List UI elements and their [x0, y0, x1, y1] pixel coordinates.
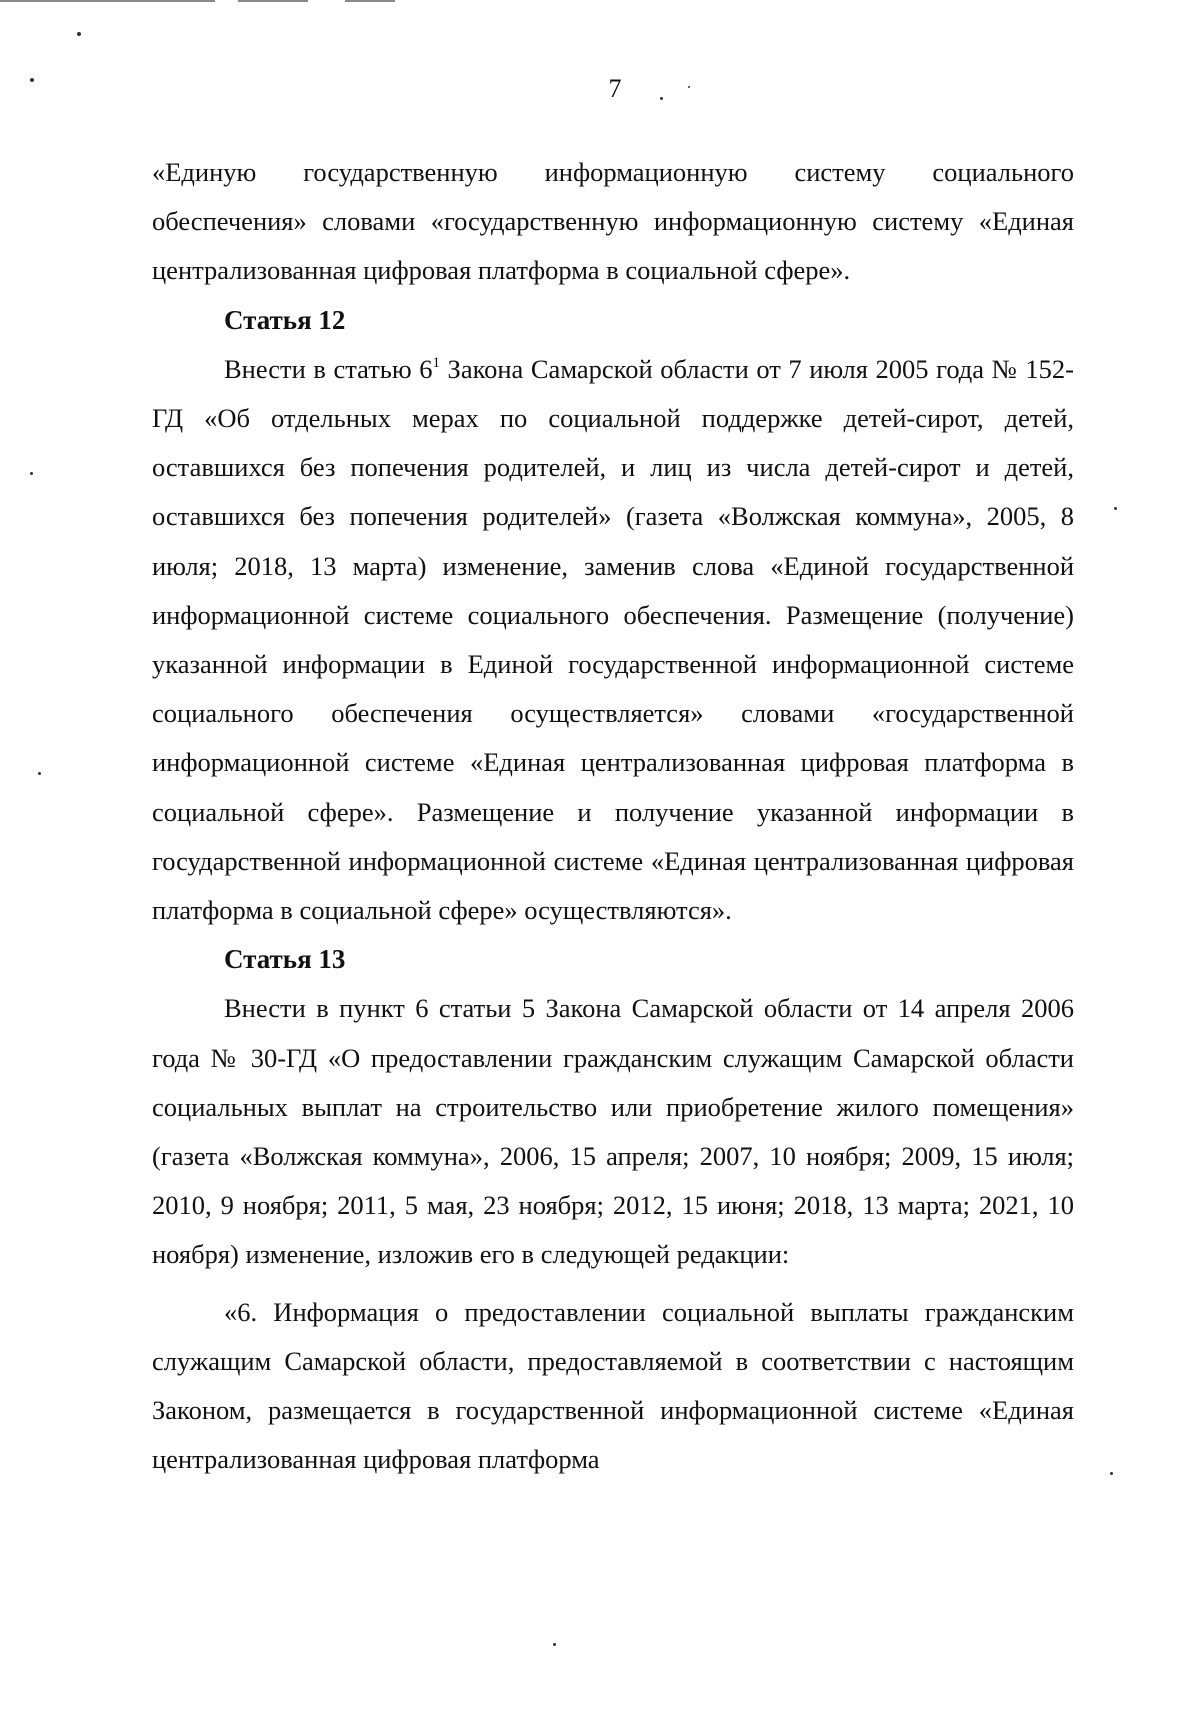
scan-speck	[1110, 1472, 1113, 1475]
document-body	[152, 148, 1074, 1484]
scan-speck	[77, 32, 81, 36]
scan-speck	[1114, 507, 1117, 510]
scan-speck	[553, 1643, 556, 1646]
article-12-paragraph	[152, 345, 1074, 935]
scan-edge-line	[345, 0, 395, 2]
article-13-heading: Статья 13	[224, 944, 346, 975]
page-number: 7	[608, 74, 622, 103]
scan-speck	[38, 772, 41, 775]
article-13-paragraph: Внести в пункт 6 статьи 5 Закона Самарской области от 14 апреля 2006 года № 30-ГД «О предоставлении гражданским служащим Самарской области социальных выплат на строительство или приобретение жилого помещения» (газета «Волжская коммуна», 2006, 15 апреля; 2007, 10 ноября; 2009, 15 июля; 2010, 9 ноября; 2011, 5 мая, 23 ноября; 2012, 15 июня; 2018, 13 марта; 2021, 10 ноября) изменение, изложив его в следующей редакции:	[152, 993, 1074, 1270]
article-12-heading: Статья 12	[224, 304, 346, 335]
scan-speck	[30, 472, 33, 475]
article-12-superscript: 1	[432, 354, 440, 371]
article-13-quote-paragraph: «6. Информация о предоставлении социальной выплаты гражданским служащим Самарской области, предоставляемой в соответствии с настоящим Законом, размещается в государственной информационной системе «Единая централизованная цифровая платформа	[152, 1296, 1074, 1475]
intro-paragraph: «Единую государственную информационную систему социального обеспечения» словами «государственную информационную систему «Единая централизованная цифровая платформа в социальной сфере».	[152, 157, 1074, 286]
article-12-text-start: Внести в статью 6	[224, 353, 433, 384]
scan-edge-line	[0, 0, 215, 2]
article-12-text-rest: Закона Самарской области от 7 июля 2005 года № 152-ГД «Об отдельных мерах по социальной поддержке детей-сирот, детей, оставшихся без попечения родителей, и лиц из числа детей-сирот и детей, оставшихся без попечения родителей» (газета «Волжская коммуна», 2005, 8 июля; 2018, 13 марта) изменение, заменив слова «Единой государственной информационной системе социального обеспечения. Размещение (получение) указанной информации в Единой государственной информационной системе социального обеспечения осуществляется» словами «государственной информационной системе «Единая централизованная цифровая платформа в социальной сфере». Размещение и получение указанной информации в государственной информационной системе «Единая централизованная цифровая платформа в социальной сфере» осуществляются».	[152, 353, 1074, 926]
scan-edge-line	[238, 0, 308, 2]
